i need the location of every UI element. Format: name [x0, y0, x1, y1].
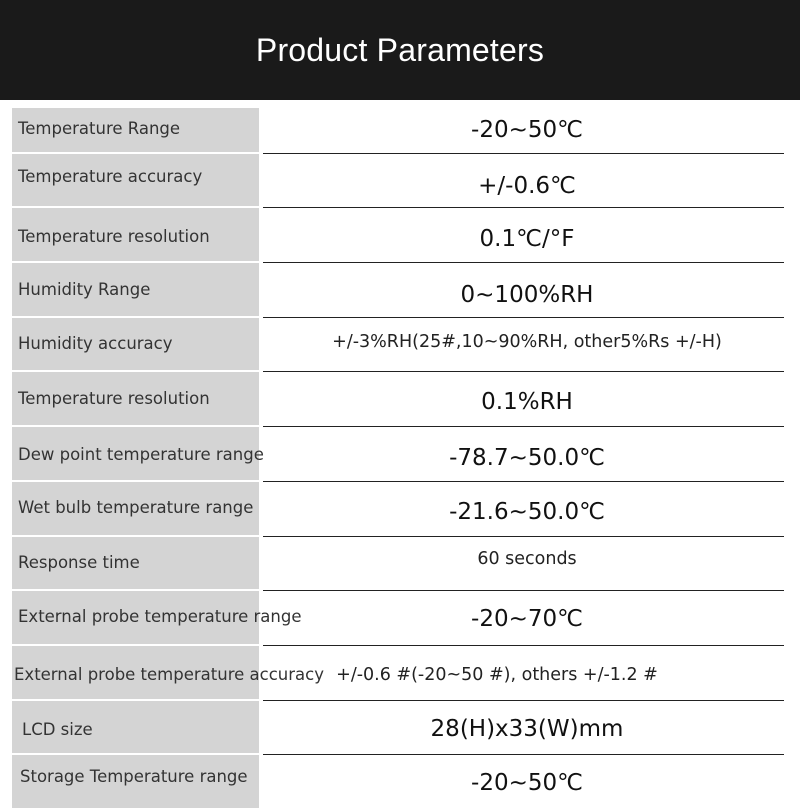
row-value: -78.7~50.0℃: [449, 445, 605, 471]
row-label: Temperature resolution: [18, 389, 210, 408]
row-divider: [12, 206, 259, 208]
row-divider: [263, 645, 784, 646]
row-value: 60 seconds: [477, 549, 577, 569]
row-divider: [12, 589, 259, 591]
row-value: -20~50℃: [471, 117, 583, 143]
row-label: LCD size: [22, 720, 93, 739]
row-label: External probe temperature accuracy: [14, 665, 324, 684]
row-divider: [263, 262, 784, 263]
row-divider: [263, 536, 784, 537]
row-divider: [263, 426, 784, 427]
row-value: 0.1℃/°F: [479, 226, 575, 252]
row-divider: [12, 316, 259, 318]
row-label: Humidity Range: [18, 280, 151, 299]
row-divider: [263, 153, 784, 154]
row-divider: [263, 481, 784, 482]
row-divider: [12, 480, 259, 482]
row-label: Temperature resolution: [18, 227, 210, 246]
row-label: Storage Temperature range: [20, 767, 248, 786]
row-divider: [12, 753, 259, 755]
row-value: +/-0.6℃: [478, 173, 576, 199]
row-value: -20~50℃: [471, 770, 583, 796]
row-value: -21.6~50.0℃: [449, 499, 605, 525]
row-value: 28(H)x33(W)mm: [430, 716, 624, 742]
row-value: 0.1%RH: [481, 389, 573, 415]
row-divider: [12, 644, 259, 646]
page-title: Product Parameters: [255, 31, 545, 68]
row-divider: [263, 590, 784, 591]
row-divider: [263, 700, 784, 701]
row-label: Dew point temperature range: [18, 445, 264, 464]
row-divider: [12, 261, 259, 263]
row-label: Temperature accuracy: [18, 167, 203, 186]
row-divider: [263, 317, 784, 318]
row-label: Humidity accuracy: [18, 334, 173, 353]
row-value: -20~70℃: [471, 606, 583, 632]
row-divider: [263, 207, 784, 208]
row-divider: [263, 754, 784, 755]
header-banner: [0, 0, 800, 100]
row-divider: [12, 535, 259, 537]
row-divider: [12, 370, 259, 372]
row-value: 0~100%RH: [460, 282, 594, 308]
row-value: +/-0.6 #(-20~50 #), others +/-1.2 #: [336, 665, 658, 685]
row-divider: [12, 425, 259, 427]
row-divider: [12, 152, 259, 154]
row-label: External probe temperature range: [18, 607, 302, 626]
row-divider: [263, 371, 784, 372]
row-divider: [12, 699, 259, 701]
row-value: +/-3%RH(25#,10~90%RH, other5%Rs +/-H): [332, 332, 722, 352]
row-label: Temperature Range: [18, 119, 181, 138]
parameters-table: [0, 100, 800, 800]
row-label: Response time: [18, 553, 140, 572]
row-label: Wet bulb temperature range: [18, 498, 254, 517]
